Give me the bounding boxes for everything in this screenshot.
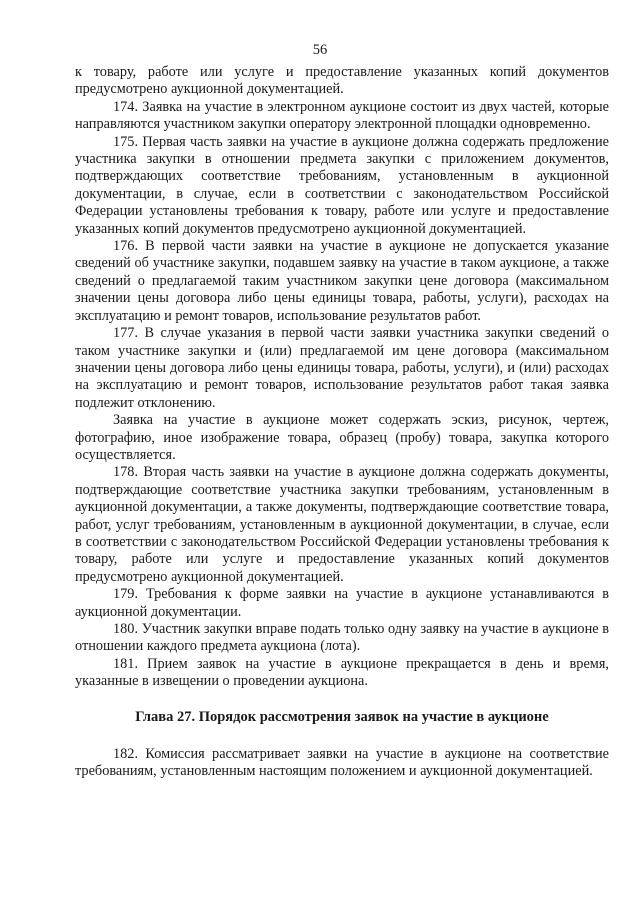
paragraph-177: 177. В случае указания в первой части заявки участника закупки сведений о таком участнике закупки и (или) предлагаемой им цене договора (максимальном значении цены договора либо цены единицы товара, работы, услуги), и (или) расходах на эксплуатацию и ремонт товаров, использование результатов работ такая заявка подлежит отклонению.	[75, 325, 609, 411]
paragraph-176: 176. В первой части заявки на участие в аукционе не допускается указание сведений об участнике закупки, подавшем заявку на участие в таком аукционе, а также сведений о предлагаемой таким участником закупки цене договора (максимальном значении цены договора либо цены единицы товара, работы, услуги), расходах на эксплуатацию и ремонт товаров, использование результатов работ.	[75, 238, 609, 324]
chapter-heading: Глава 27. Порядок рассмотрения заявок на участие в аукционе	[135, 708, 549, 725]
paragraph-175: 175. Первая часть заявки на участие в аукционе должна содержать предложение участника закупки в отношении предмета закупки с приложением документов, подтверждающих соответствие требованиям, установленным в аукционной документации, в случае, если в соответствии с законодательством Российской Федерации установлены требования к товару, работе или услуге и предоставление указанных копий документов предусмотрено аукционной документацией.	[75, 133, 609, 237]
document-body	[75, 64, 609, 781]
paragraph-179: 179. Требования к форме заявки на участие в аукционе устанавливаются в аукционной документации.	[75, 586, 609, 620]
paragraph-181: 181. Прием заявок на участие в аукционе прекращается в день и время, указанные в извещении о проведении аукциона.	[75, 655, 609, 690]
paragraph-180: 180. Участник закупки вправе подать только одну заявку на участие в аукционе в отношении каждого предмета аукциона (лота).	[75, 621, 609, 655]
page-number: 56	[312, 42, 328, 58]
paragraph-174: 174. Заявка на участие в электронном аукционе состоит из двух частей, которые направляются участником закупки оператору электронной площадки одновременно.	[75, 98, 609, 133]
paragraph-182: 182. Комиссия рассматривает заявки на участие в аукционе на соответствие требованиям, установленным настоящим положением и аукционной документацией.	[75, 746, 609, 780]
paragraph-178: 178. Вторая часть заявки на участие в аукционе должна содержать документы, подтверждающие соответствие участника закупки требованиям, установленным в аукционной документации, а также документы, подтверждающие соответствие товара, работ, услуг требованиям, установленным в аукционной документации, в случае, если в соответствии с законодательством Российской Федерации установлены требования к товару, работе или услуге и предоставление указанных копий документов предусмотрено аукционной документацией.	[75, 464, 609, 585]
paragraph-continuation: к товару, работе или услуге и предоставление указанных копий документов предусмотрено аукционной документацией.	[75, 64, 609, 98]
paragraph-177-note: Заявка на участие в аукционе может содержать эскиз, рисунок, чертеж, фотографию, иное изображение товара, образец (пробу) товара, закупка которого осуществляется.	[75, 412, 609, 463]
